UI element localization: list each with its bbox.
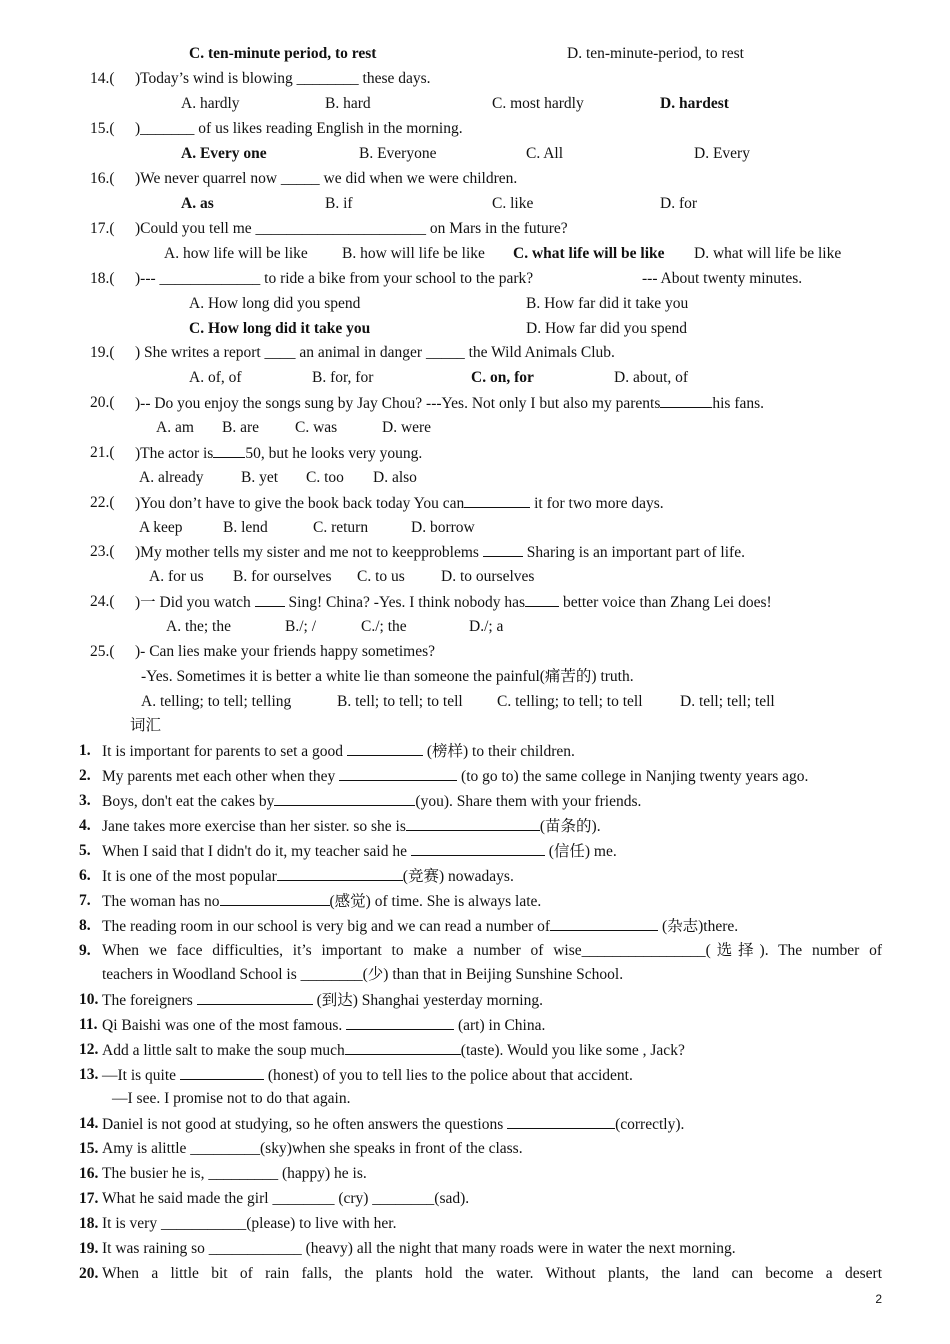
vocab-17-number: 17. bbox=[79, 1190, 99, 1207]
q21-option-a: A. already bbox=[139, 469, 204, 486]
q22-option-d: D. borrow bbox=[411, 519, 475, 536]
q21-number: 21.( bbox=[90, 444, 115, 461]
q18-number: 18.( bbox=[90, 270, 115, 287]
q25-line2: -Yes. Sometimes it is better a white lie than someone the painful(痛苦的) truth. bbox=[141, 668, 634, 685]
vocab-11-text: Qi Baishi was one of the most famous. (art) in China. bbox=[102, 1017, 546, 1034]
vocab-13-text: —It is quite (honest) of you to tell lies to the police about that accident. bbox=[102, 1067, 633, 1084]
vocab-13-number: 13. bbox=[79, 1066, 99, 1083]
q21-text: )The actor is 50, but he looks very young. bbox=[135, 445, 423, 462]
q17-number: 17.( bbox=[90, 220, 115, 237]
vocab-4-text: Jane takes more exercise than her sister. so she is (苗条的). bbox=[102, 818, 601, 835]
q19-option-c: C. on, for bbox=[471, 369, 534, 386]
q14-number: 14.( bbox=[90, 70, 115, 87]
q25-option-a: A. telling; to tell; telling bbox=[141, 693, 292, 710]
q22-option-a: A keep bbox=[139, 519, 183, 536]
vocab-16-text: The busier he is, _________ (happy) he is. bbox=[102, 1165, 367, 1182]
q25-text: )- Can lies make your friends happy sometimes? bbox=[135, 643, 436, 660]
q23-option-c: C. to us bbox=[357, 568, 405, 585]
vocab-17-text: What he said made the girl ________ (cry) ________(sad). bbox=[102, 1190, 470, 1207]
q14-option-d: D. hardest bbox=[660, 95, 729, 112]
q17-option-d: D. what will life be like bbox=[694, 245, 842, 262]
q16-option-d: D. for bbox=[660, 195, 698, 212]
vocab-3-number: 3. bbox=[79, 792, 91, 809]
q20-option-c: C. was bbox=[295, 419, 338, 436]
vocab-12-number: 12. bbox=[79, 1041, 99, 1058]
q17-option-c: C. what life will be like bbox=[513, 245, 665, 262]
vocab-1-text: It is important for parents to set a good (榜样) to their children. bbox=[102, 743, 575, 760]
vocab-16-number: 16. bbox=[79, 1165, 99, 1182]
vocab-19-text: It was raining so ____________ (heavy) all the night that many roads were in water the next morning. bbox=[102, 1240, 736, 1257]
vocab-15-text: Amy is alittle _________(sky)when she speaks in front of the class. bbox=[102, 1140, 523, 1157]
q19-option-a: A. of, of bbox=[189, 369, 242, 386]
q24-option-b: B./; / bbox=[285, 618, 317, 635]
q24-number: 24.( bbox=[90, 593, 115, 610]
vocab-11-number: 11. bbox=[79, 1016, 98, 1033]
q20-option-b: B. are bbox=[222, 419, 260, 436]
q22-option-c: C. return bbox=[313, 519, 369, 536]
q16-number: 16.( bbox=[90, 170, 115, 187]
q24-option-c: C./; the bbox=[361, 618, 407, 635]
q18-option-c: C. How long did it take you bbox=[189, 320, 371, 337]
vocab-19-number: 19. bbox=[79, 1240, 99, 1257]
q15-option-b: B. Everyone bbox=[359, 145, 437, 162]
vocab-9-line2: teachers in Woodland School is ________(少) than that in Beijing Sunshine School. bbox=[102, 966, 624, 983]
q25-option-c: C. telling; to tell; to tell bbox=[497, 693, 643, 710]
q22-number: 22.( bbox=[90, 494, 115, 511]
q23-option-d: D. to ourselves bbox=[441, 568, 535, 585]
q13-option-c: C. ten-minute period, to rest bbox=[189, 45, 377, 62]
q13-option-d: D. ten-minute-period, to rest bbox=[567, 45, 744, 62]
q19-option-d: D. about, of bbox=[614, 369, 689, 386]
vocab-8-text: The reading room in our school is very big and we can read a number of (杂志)there. bbox=[102, 918, 739, 935]
vocab-1-number: 1. bbox=[79, 742, 91, 759]
page-number: 2 bbox=[875, 1292, 882, 1306]
q25-option-b: B. tell; to tell; to tell bbox=[337, 693, 463, 710]
vocab-18-text: It is very ___________(please) to live with her. bbox=[102, 1215, 397, 1232]
vocab-7-number: 7. bbox=[79, 892, 91, 909]
q21-option-c: C. too bbox=[306, 469, 344, 486]
q25-option-d: D. tell; tell; tell bbox=[680, 693, 775, 710]
q18-option-a: A. How long did you spend bbox=[189, 295, 361, 312]
q23-option-a: A. for us bbox=[149, 568, 204, 585]
q19-number: 19.( bbox=[90, 344, 115, 361]
q15-option-c: C. All bbox=[526, 145, 564, 162]
q21-option-b: B. yet bbox=[241, 469, 279, 486]
vocab-5-number: 5. bbox=[79, 842, 91, 859]
q24-text: )一 Did you watch Sing! China? -Yes. I think nobody has better voice than Zhang Lei does! bbox=[135, 594, 772, 611]
vocab-15-number: 15. bbox=[79, 1140, 99, 1157]
section-title-vocabulary: 词汇 bbox=[130, 717, 162, 734]
vocab-8-number: 8. bbox=[79, 917, 91, 934]
q23-option-b: B. for ourselves bbox=[233, 568, 332, 585]
q16-text: )We never quarrel now _____ we did when we were children. bbox=[135, 170, 518, 187]
vocab-18-number: 18. bbox=[79, 1215, 99, 1232]
q16-option-c: C. like bbox=[492, 195, 534, 212]
vocab-2-number: 2. bbox=[79, 767, 91, 784]
q16-option-a: A. as bbox=[181, 195, 214, 212]
vocab-6-text: It is one of the most popular (竞赛) nowadays. bbox=[102, 868, 514, 885]
vocab-9-line1: When we face difficulties, it’s important to make a number of wise________________(选择). The number of bbox=[102, 942, 882, 959]
q17-text: )Could you tell me ______________________ on Mars in the future? bbox=[135, 220, 568, 237]
q19-text: ) She writes a report ____ an animal in danger _____ the Wild Animals Club. bbox=[135, 344, 615, 361]
vocab-12-text: Add a little salt to make the soup much (taste). Would you like some , Jack? bbox=[102, 1042, 685, 1059]
vocab-4-number: 4. bbox=[79, 817, 91, 834]
vocab-20-text: When a little bit of rain falls, the plants hold the water. Without plants, the land can become a desert bbox=[102, 1265, 882, 1282]
q24-option-d: D./; a bbox=[469, 618, 504, 635]
q17-option-a: A. how life will be like bbox=[164, 245, 308, 262]
q18-option-b: B. How far did it take you bbox=[526, 295, 689, 312]
vocab-14-number: 14. bbox=[79, 1115, 99, 1132]
vocab-10-number: 10. bbox=[79, 991, 99, 1008]
vocab-9-number: 9. bbox=[79, 942, 91, 959]
q15-option-d: D. Every bbox=[694, 145, 750, 162]
vocab-5-text: When I said that I didn't do it, my teacher said he (信任) me. bbox=[102, 843, 617, 860]
vocab-13-line2: —I see. I promise not to do that again. bbox=[112, 1090, 351, 1107]
vocab-3-text: Boys, don't eat the cakes by (you). Share them with your friends. bbox=[102, 793, 642, 810]
q25-number: 25.( bbox=[90, 643, 115, 660]
q14-text: )Today’s wind is blowing ________ these days. bbox=[135, 70, 431, 87]
q18-option-d: D. How far did you spend bbox=[526, 320, 688, 337]
vocab-20-number: 20. bbox=[79, 1265, 99, 1282]
q15-number: 15.( bbox=[90, 120, 115, 137]
q20-number: 20.( bbox=[90, 394, 115, 411]
q21-option-d: D. also bbox=[373, 469, 417, 486]
vocab-7-text: The woman has no (感觉) of time. She is always late. bbox=[102, 893, 542, 910]
vocab-6-number: 6. bbox=[79, 867, 91, 884]
q23-number: 23.( bbox=[90, 543, 115, 560]
q19-option-b: B. for, for bbox=[312, 369, 374, 386]
vocab-14-text: Daniel is not good at studying, so he often answers the questions (correctly). bbox=[102, 1116, 685, 1133]
q24-option-a: A. the; the bbox=[166, 618, 231, 635]
q14-option-a: A. hardly bbox=[181, 95, 240, 112]
q15-option-a: A. Every one bbox=[181, 145, 267, 162]
vocab-2-text: My parents met each other when they (to go to) the same college in Nanjing twenty years ago. bbox=[102, 768, 809, 785]
q23-text: )My mother tells my sister and me not to keepproblems Sharing is an important part of life. bbox=[135, 544, 745, 561]
q14-option-c: C. most hardly bbox=[492, 95, 584, 112]
q22-option-b: B. lend bbox=[223, 519, 268, 536]
q15-text: )_______ of us likes reading English in the morning. bbox=[135, 120, 463, 137]
q20-text: )-- Do you enjoy the songs sung by Jay Chou? ---Yes. Not only I but also my parents his fans. bbox=[135, 395, 765, 412]
q18-text: )--- _____________ to ride a bike from your school to the park? bbox=[135, 270, 534, 287]
vocab-10-text: The foreigners (到达) Shanghai yesterday morning. bbox=[102, 992, 543, 1009]
q14-option-b: B. hard bbox=[325, 95, 371, 112]
q22-text: )You don’t have to give the book back today You can it for two more days. bbox=[135, 495, 664, 512]
q18-answer-hint: --- About twenty minutes. bbox=[642, 270, 803, 287]
q17-option-b: B. how will life be like bbox=[342, 245, 485, 262]
q20-option-a: A. am bbox=[156, 419, 194, 436]
q16-option-b: B. if bbox=[325, 195, 353, 212]
q20-option-d: D. were bbox=[382, 419, 432, 436]
